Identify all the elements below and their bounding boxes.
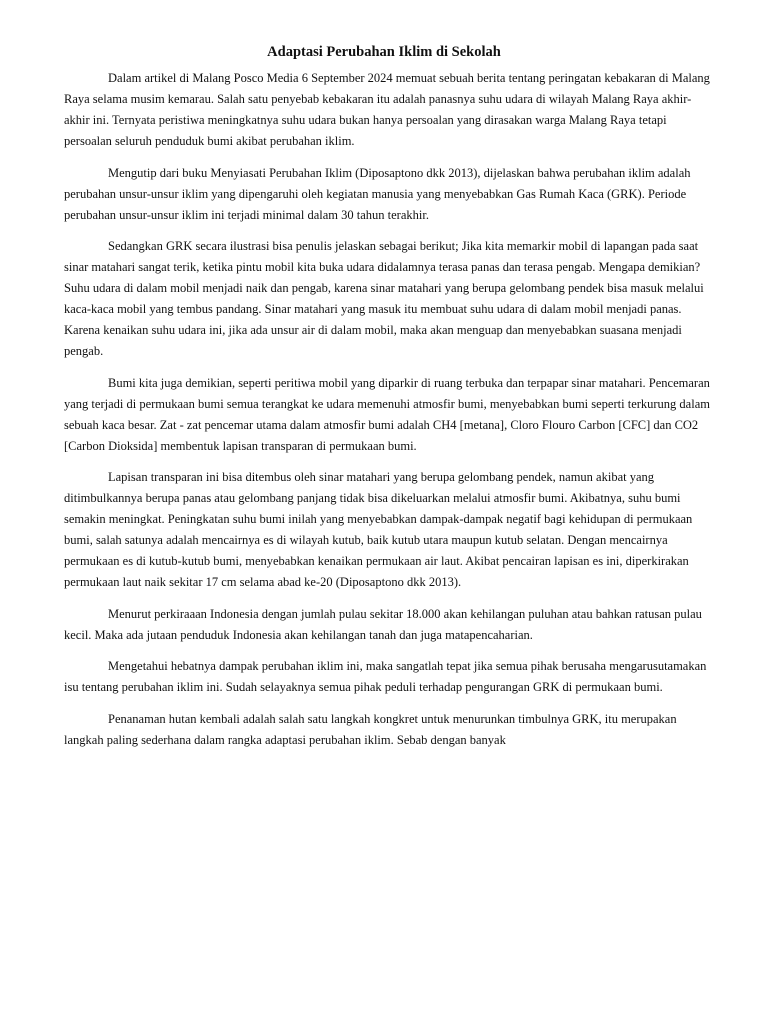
article-body bbox=[64, 68, 712, 761]
page-title: Adaptasi Perubahan Iklim di Sekolah bbox=[267, 44, 501, 60]
paragraph: Menurut perkiraaan Indonesia dengan jumlah pulau sekitar 18.000 akan kehilangan puluhan atau bahkan ratusan pulau kecil. Maka ada jutaan penduduk Indonesia akan kehilangan tanah dan juga matapencaharian. bbox=[64, 606, 702, 642]
paragraph: Bumi kita juga demikian, seperti peritiwa mobil yang diparkir di ruang terbuka dan terpapar sinar matahari. Pencemaran yang terjadi di permukaan bumi semua terangkat ke udara memenuhi atmosfir bumi, menyebabkan bumi seperti terkurung dalam sebuah kaca besar. Zat - zat pencemar utama dalam atmosfir bumi adalah CH4 [metana], Cloro Flouro Carbon [CFC] dan CO2 [Carbon Dioksida] membentuk lapisan transparan di permukaan bumi. bbox=[64, 375, 710, 453]
paragraph: Lapisan transparan ini bisa ditembus oleh sinar matahari yang berupa gelombang pendek, namun akibat yang ditimbulkannya berupa panas atau gelombang panjang tidak bisa dikeluarkan melalui atmosfir bumi. Akibatnya, suhu bumi semakin meningkat. Peningkatan suhu bumi inilah yang menyebabkan dampak-dampak negatif bagi kehidupan di permukaan bumi, salah satunya adalah mencairnya es di wilayah kutub, baik kutub utara maupun kutub selatan. Dengan mencairnya permukaan es di kutub-kutub bumi, menyebabkan kenaikan permukaan air laut. Akibat pencairan lapisan es ini, diperkirakan permukaan laut naik sekitar 17 cm selama abad ke-20 (Diposaptono dkk 2013). bbox=[64, 470, 693, 589]
paragraph: Sedangkan GRK secara ilustrasi bisa penulis jelaskan sebagai berikut; Jika kita memarkir mobil di lapangan pada saat sinar matahari sangat terik, ketika pintu mobil kita buka udara didalamnya terasa panas dan terasa pengab. Mengapa demikian? Suhu udara di dalam mobil menjadi naik dan pengab, karena sinar matahari yang berupa gelombang pendek bisa masuk melalui kaca-kaca mobil yang tembus pandang. Sinar matahari yang masuk itu membuat suhu udara di dalam mobil menjadi panas. Karena kenaikan suhu udara ini, jika ada unsur air di dalam mobil, maka akan menguap dan menyebabkan suasana menjadi pengab. bbox=[64, 239, 704, 358]
paragraph: Mengutip dari buku Menyiasati Perubahan Iklim (Diposaptono dkk 2013), dijelaskan bahwa perubahan iklim adalah perubahan unsur-unsur iklim yang dipengaruhi oleh kegiatan manusia yang menyebabkan Gas Rumah Kaca (GRK). Periode perubahan unsur-unsur iklim ini terjadi minimal dalam 30 tahun terakhir. bbox=[64, 165, 691, 222]
paragraph: Penanaman hutan kembali adalah salah satu langkah kongkret untuk menurunkan timbulnya GRK, itu merupakan langkah paling sederhana dalam rangka adaptasi perubahan iklim. Sebab dengan banyak bbox=[64, 711, 677, 747]
paragraph: Mengetahui hebatnya dampak perubahan iklim ini, maka sangatlah tepat jika semua pihak berusaha mengarusutamakan isu tentang perubahan iklim ini. Sudah selayaknya semua pihak peduli terhadap pengurangan GRK di permukaan bumi. bbox=[64, 659, 707, 694]
paragraph: Dalam artikel di Malang Posco Media 6 September 2024 memuat sebuah berita tentang peringatan kebakaran di Malang Raya selama musim kemarau. Salah satu penyebab kebakaran itu adalah panasnya suhu udara di wilayah Malang Raya akhir-akhir ini. Ternyata peristiwa meningkatnya suhu udara bukan hanya persoalan yang dirasakan warga Malang Raya tetapi persoalan seluruh penduduk bumi akibat perubahan iklim. bbox=[64, 71, 710, 148]
